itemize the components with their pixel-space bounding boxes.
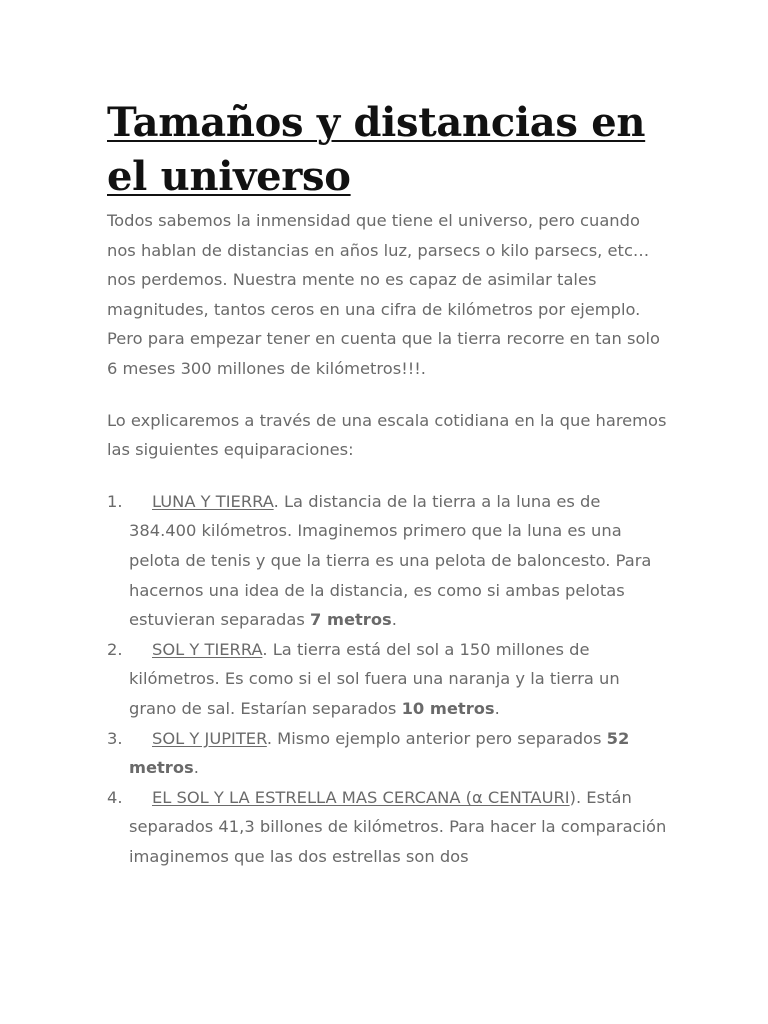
list-text: ). Están separados 41,3 billones de kilómetros. Para hacer la comparación imaginemos que las dos estrellas son dos: [129, 787, 667, 866]
list-text: . La tierra está del sol a 150 millones de kilómetros. Es como si el sol fuera una naranja y la tierra un grano de sal. Estarían separados: [129, 639, 620, 718]
list-text: . Mismo ejemplo anterior pero separados: [266, 728, 607, 748]
comparison-list: [107, 487, 667, 872]
list-number: 3.: [107, 728, 123, 748]
list-text: . La distancia de la tierra a la luna es de 384.400 kilómetros. Imaginemos primero que la luna es una pelota de tenis y que la tierra es una pelota de baloncesto. Para hacernos una idea de la distancia, es como si ambas pelotas estuvieran separadas: [129, 491, 652, 630]
list-tail: .: [494, 698, 500, 718]
intro-paragraph-2: Lo explicaremos a través de una escala cotidiana en la que haremos las siguientes equiparaciones:: [107, 410, 667, 460]
list-bold-value: 52 metros: [129, 728, 630, 778]
list-heading: SOL Y JUPITER: [152, 728, 267, 748]
list-tail: .: [391, 610, 397, 630]
list-number: 4.: [107, 787, 123, 807]
document-page: [107, 96, 667, 871]
list-tail: .: [193, 758, 199, 778]
list-bold-value: 7 metros: [310, 610, 392, 630]
intro-paragraph-1: Todos sabemos la inmensidad que tiene el universo, pero cuando nos hablan de distancias en años luz, parsecs o kilo parsecs, etc… nos perdemos. Nuestra mente no es capaz de asimilar tales magnitudes, tantos ceros en una cifra de kilómetros por ejemplo. Pero para empezar tener en cuenta que la tierra recorre en tan solo 6 meses 300 millones de kilómetros!!!.: [107, 211, 660, 378]
list-item-luna-tierra: [107, 487, 667, 635]
list-number: 1.: [107, 491, 123, 511]
list-item-sol-estrella: [107, 783, 667, 872]
list-item-sol-tierra: [107, 635, 667, 724]
page-title: Tamaños y distancias en el universo: [107, 99, 646, 200]
list-bold-value: 10 metros: [401, 698, 495, 718]
list-number: 2.: [107, 639, 123, 659]
list-heading: SOL Y TIERRA: [152, 639, 263, 659]
list-heading: EL SOL Y LA ESTRELLA MAS CERCANA (α CENTAURI: [152, 787, 570, 807]
list-item-sol-jupiter: [107, 724, 667, 783]
list-heading: LUNA Y TIERRA: [152, 491, 274, 511]
